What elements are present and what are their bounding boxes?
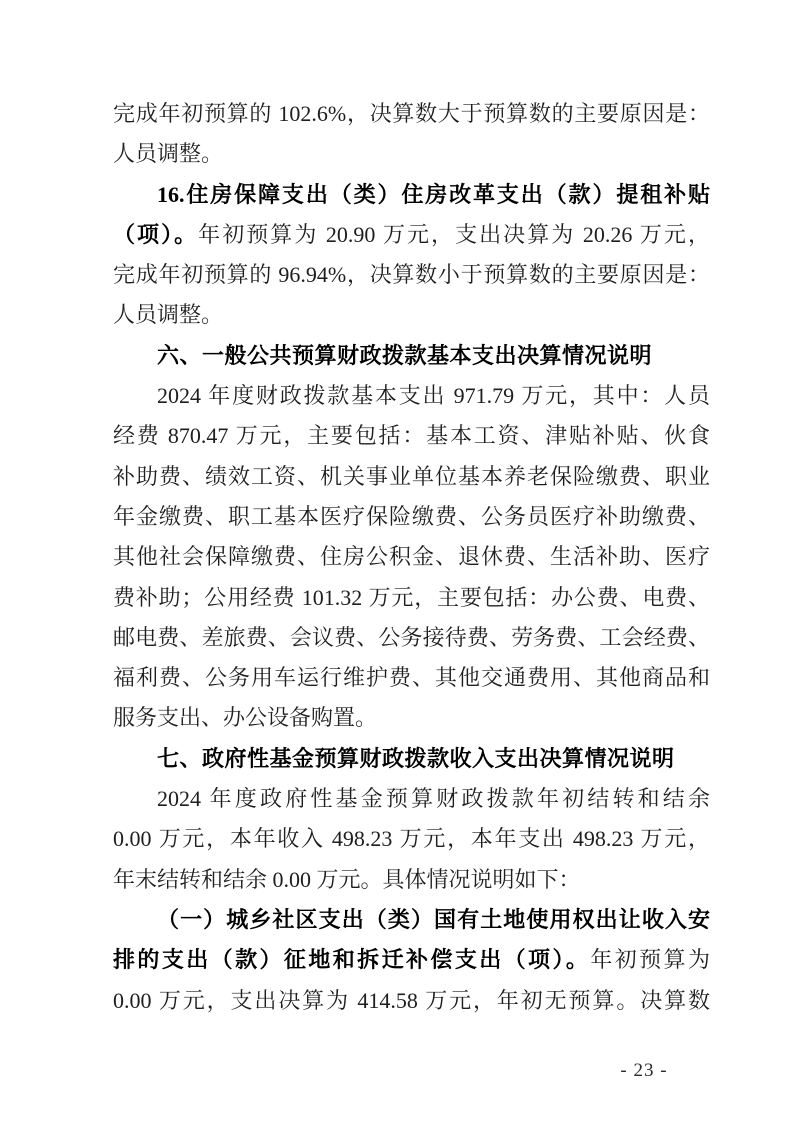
- text-line: [113, 819, 710, 859]
- text-segment: 2024 年度财政拨款基本支出 971.79 万元，其中：人员: [157, 383, 710, 409]
- text-segment: 年末结转和结余 0.00 万元。具体情况说明如下：: [113, 866, 581, 892]
- text-line: [113, 618, 710, 658]
- text-segment: 福利费、公务用车运行维护费、其他交通费用、其他商品和: [113, 665, 710, 691]
- text-segment: 其他社会保障缴费、住房公积金、退休费、生活补助、医疗: [113, 544, 710, 570]
- text-line: [113, 94, 710, 134]
- text-segment: 0.00 万元，本年收入 498.23 万元，本年支出 498.23 万元，: [113, 826, 710, 852]
- text-line: [113, 698, 710, 738]
- text-segment: 补助费、绩效工资、机关事业单位基本养老保险缴费、职业: [113, 463, 710, 489]
- text-segment: 2024 年度政府性基金预算财政拨款年初结转和结余: [157, 786, 710, 812]
- text-segment: 人员调整。: [113, 141, 224, 167]
- bold-text-segment: 16.住房保障支出（类）住房改革支出（款）提租补贴: [157, 181, 710, 207]
- section-heading-line: [113, 739, 710, 779]
- section-heading-line: [113, 336, 710, 376]
- text-line: [113, 537, 710, 577]
- text-segment: 经费 870.47 万元，主要包括：基本工资、津贴补贴、伙食: [113, 423, 710, 449]
- page-number: - 23 -: [620, 1060, 668, 1081]
- text-segment: 完成年初预算的 102.6%，决算数大于预算数的主要原因是：: [113, 101, 710, 126]
- bold-text-segment: 七、政府性基金预算财政拨款收入支出决算情况说明: [157, 745, 675, 771]
- text-segment: 年初预算为 20.90 万元，支出决算为 20.26 万元，: [198, 221, 710, 247]
- document-body: [113, 94, 710, 1021]
- text-line: [113, 457, 710, 497]
- text-line: [113, 497, 710, 537]
- text-line: [113, 779, 710, 819]
- text-segment: 人员调整。: [113, 302, 224, 328]
- text-line: [113, 255, 710, 295]
- text-segment: 费补助；公用经费 101.32 万元，主要包括：办公费、电费、: [113, 584, 710, 610]
- text-line: [113, 134, 710, 174]
- bold-text-segment: 六、一般公共预算财政拨款基本支出决算情况说明: [157, 342, 653, 368]
- text-line: [113, 416, 710, 456]
- bold-text-segment: （项）。: [113, 221, 199, 247]
- text-line: [113, 376, 710, 416]
- text-segment: 年初预算为: [590, 947, 710, 973]
- text-segment: 邮电费、差旅费、会议费、公务接待费、劳务费、工会经费、: [113, 624, 710, 650]
- text-segment: 0.00 万元，支出决算为 414.58 万元，年初无预算。决算数: [113, 987, 710, 1013]
- text-line: [113, 940, 710, 980]
- text-segment: 年金缴费、职工基本医疗保险缴费、公务员医疗补助缴费、: [113, 503, 710, 529]
- text-line: [113, 215, 710, 255]
- bold-text-segment: 排的支出（款）征地和拆迁补偿支出（项）。: [113, 947, 591, 973]
- text-line: [113, 860, 710, 900]
- text-line: [113, 900, 710, 940]
- text-line: [113, 578, 710, 618]
- bold-text-segment: （一）城乡社区支出（类）国有土地使用权出让收入安: [157, 906, 710, 932]
- text-line: [113, 175, 710, 215]
- text-segment: 服务支出、办公设备购置。: [113, 705, 378, 731]
- text-line: [113, 295, 710, 335]
- text-segment: 完成年初预算的 96.94%，决算数小于预算数的主要原因是：: [113, 262, 710, 288]
- text-line: [113, 981, 710, 1021]
- text-line: [113, 658, 710, 698]
